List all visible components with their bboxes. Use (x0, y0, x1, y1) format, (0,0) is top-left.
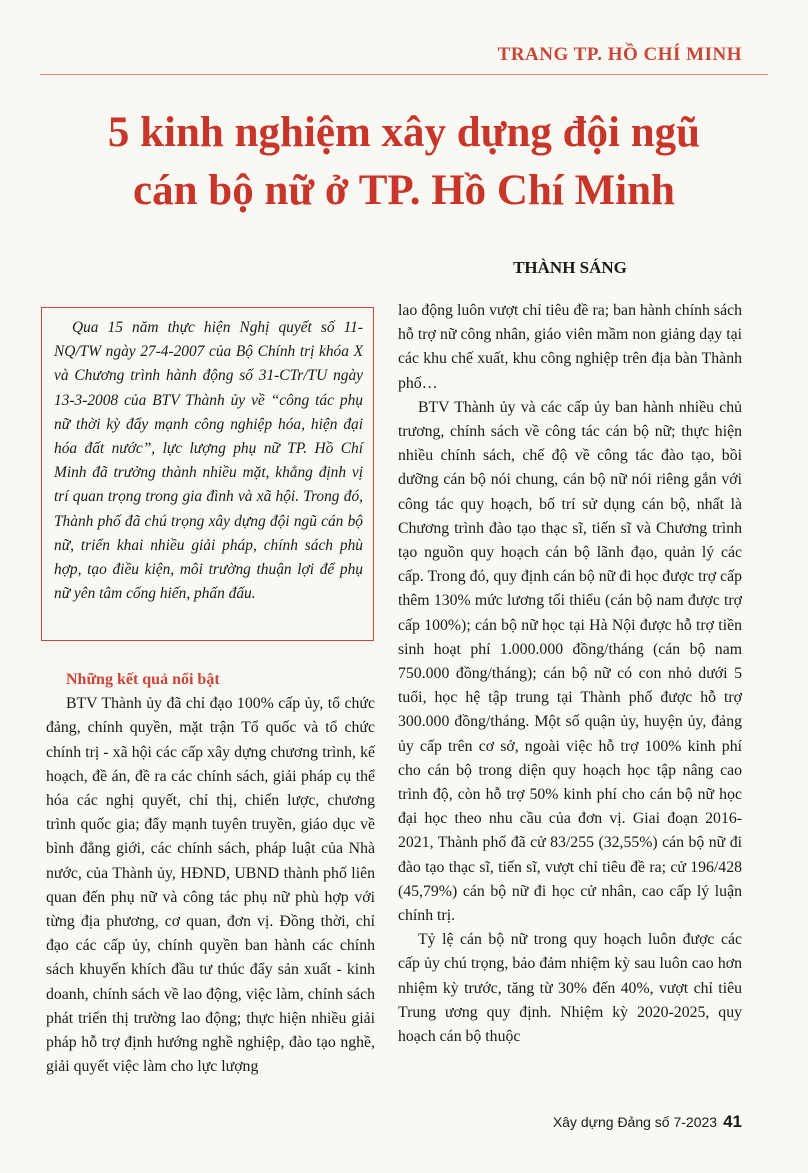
section-header: TRANG TP. HỒ CHÍ MINH (497, 44, 742, 65)
title-line-2: cán bộ nữ ở TP. Hồ Chí Minh (133, 167, 675, 214)
header-divider (40, 74, 768, 75)
article-title (0, 104, 808, 220)
page-number: 41 (723, 1112, 742, 1131)
abstract-box: Qua 15 năm thực hiện Nghị quyết số 11-NQ/TW ngày 27-4-2007 của Bộ Chính trị khóa X và Chương trình hành động số 31-CTr/TU ngày 13-3-2008 của BTV Thành ủy về “công tác phụ nữ thời kỳ đẩy mạnh công nghiệp hóa, hiện đại hóa đất nước”, lực lượng phụ nữ TP. Hồ Chí Minh đã trưởng thành nhiều mặt, khẳng định vị trí quan trọng trong gia đình và xã hội. Trong đó, Thành phố đã chú trọng xây dựng đội ngũ cán bộ nữ, triển khai nhiều giải pháp, chính sách phù hợp, tạo điều kiện, môi trường thuận lợi để phụ nữ yên tâm cống hiến, phấn đấu. (41, 307, 374, 641)
right-column (398, 299, 742, 1049)
title-line-1: 5 kinh nghiệm xây dựng đội ngũ (107, 109, 701, 156)
author-byline: THÀNH SÁNG (513, 258, 627, 277)
page-footer (553, 1112, 742, 1132)
body-paragraph: lao động luôn vượt chỉ tiêu đề ra; ban hành chính sách hỗ trợ nữ công nhân, giáo viên mầm non giảng dạy tại các khu chế xuất, khu công nghiệp trên địa bàn Thành phố… (398, 302, 742, 392)
magazine-issue: Xây dựng Đảng số 7-2023 (552, 1114, 718, 1130)
subheading-highlights: Những kết quả nổi bật (66, 671, 220, 688)
body-paragraph: Tỷ lệ cán bộ nữ trong quy hoạch luôn được các cấp ủy chú trọng, bảo đảm nhiệm kỳ sau luôn cao hơn nhiệm kỳ trước, tăng từ 30% đến 40%, vượt chỉ tiêu Trung ương quy định. Nhiệm kỳ 2020-2025, quy hoạch cán bộ thuộc (398, 931, 742, 1046)
body-paragraph: BTV Thành ủy và các cấp ủy ban hành nhiều chủ trương, chính sách về công tác cán bộ nữ; thực hiện nhiều chính sách, chế độ về công tác đào tạo, bồi dưỡng cán bộ nói chung, cán bộ nữ nói riêng gắn với công tác quy hoạch, bố trí sử dụng cán bộ, nhất là Chương trình đào tạo thạc sĩ, tiến sĩ và Chương trình tạo nguồn quy hoạch cán bộ lãnh đạo, quản lý các cấp. Trong đó, quy định cán bộ nữ đi học được trợ cấp thêm 130% mức lương tối thiểu (cán bộ nam được trợ cấp 100%); cán bộ nữ học tại Hà Nội được hỗ trợ tiền sinh hoạt phí 1.000.000 đồng/tháng (cán bộ nam 750.000 đồng/tháng); cán bộ nữ có con nhỏ dưới 5 tuổi, học hệ tập trung tại Thành phố được hỗ trợ 300.000 đồng/tháng. Một số quận ủy, huyện ủy, đảng ủy cấp trên cơ sở, ngoài việc hỗ trợ 100% kinh phí cho cán bộ trong diện quy hoạch học tập nâng cao trình độ, còn hỗ trợ 50% kinh phí cho cán bộ nữ học đại học theo nhu cầu của đơn vị. Giai đoạn 2016-2021, Thành phố đã cử 83/255 (32,55%) cán bộ nữ đi đào tạo thạc sĩ, tiến sĩ, vượt chỉ tiêu đề ra; cử 196/428 (45,79%) cán bộ nữ đi học cử nhân, cao cấp lý luận chính trị. (398, 398, 742, 925)
left-column (46, 668, 375, 1079)
body-paragraph: BTV Thành ủy đã chỉ đạo 100% cấp ủy, tổ chức đảng, chính quyền, mặt trận Tổ quốc và tổ chức chính trị - xã hội các cấp xây dựng chương trình, kế hoạch, đề án, đề ra các chính sách, giải pháp cụ thể hóa các nghị quyết, chỉ thị, chiến lược, chương trình quốc gia; đẩy mạnh tuyên truyền, giáo dục về bình đẳng giới, các chính sách, pháp luật của Nhà nước, của Thành ủy, HĐND, UBND thành phố liên quan đến phụ nữ và công tác phụ nữ phù hợp với từng địa phương, cơ quan, đơn vị. Đồng thời, chỉ đạo các cấp ủy, chính quyền ban hành các chính sách khuyến khích đầu tư thúc đẩy sản xuất - kinh doanh, chính sách về lao động, việc làm, chính sách phát triển thị trường lao động; thực hiện nhiều giải pháp hỗ trợ định hướng nghề nghiệp, đào tạo nghề, giải quyết việc làm cho lực lượng (46, 695, 375, 1076)
